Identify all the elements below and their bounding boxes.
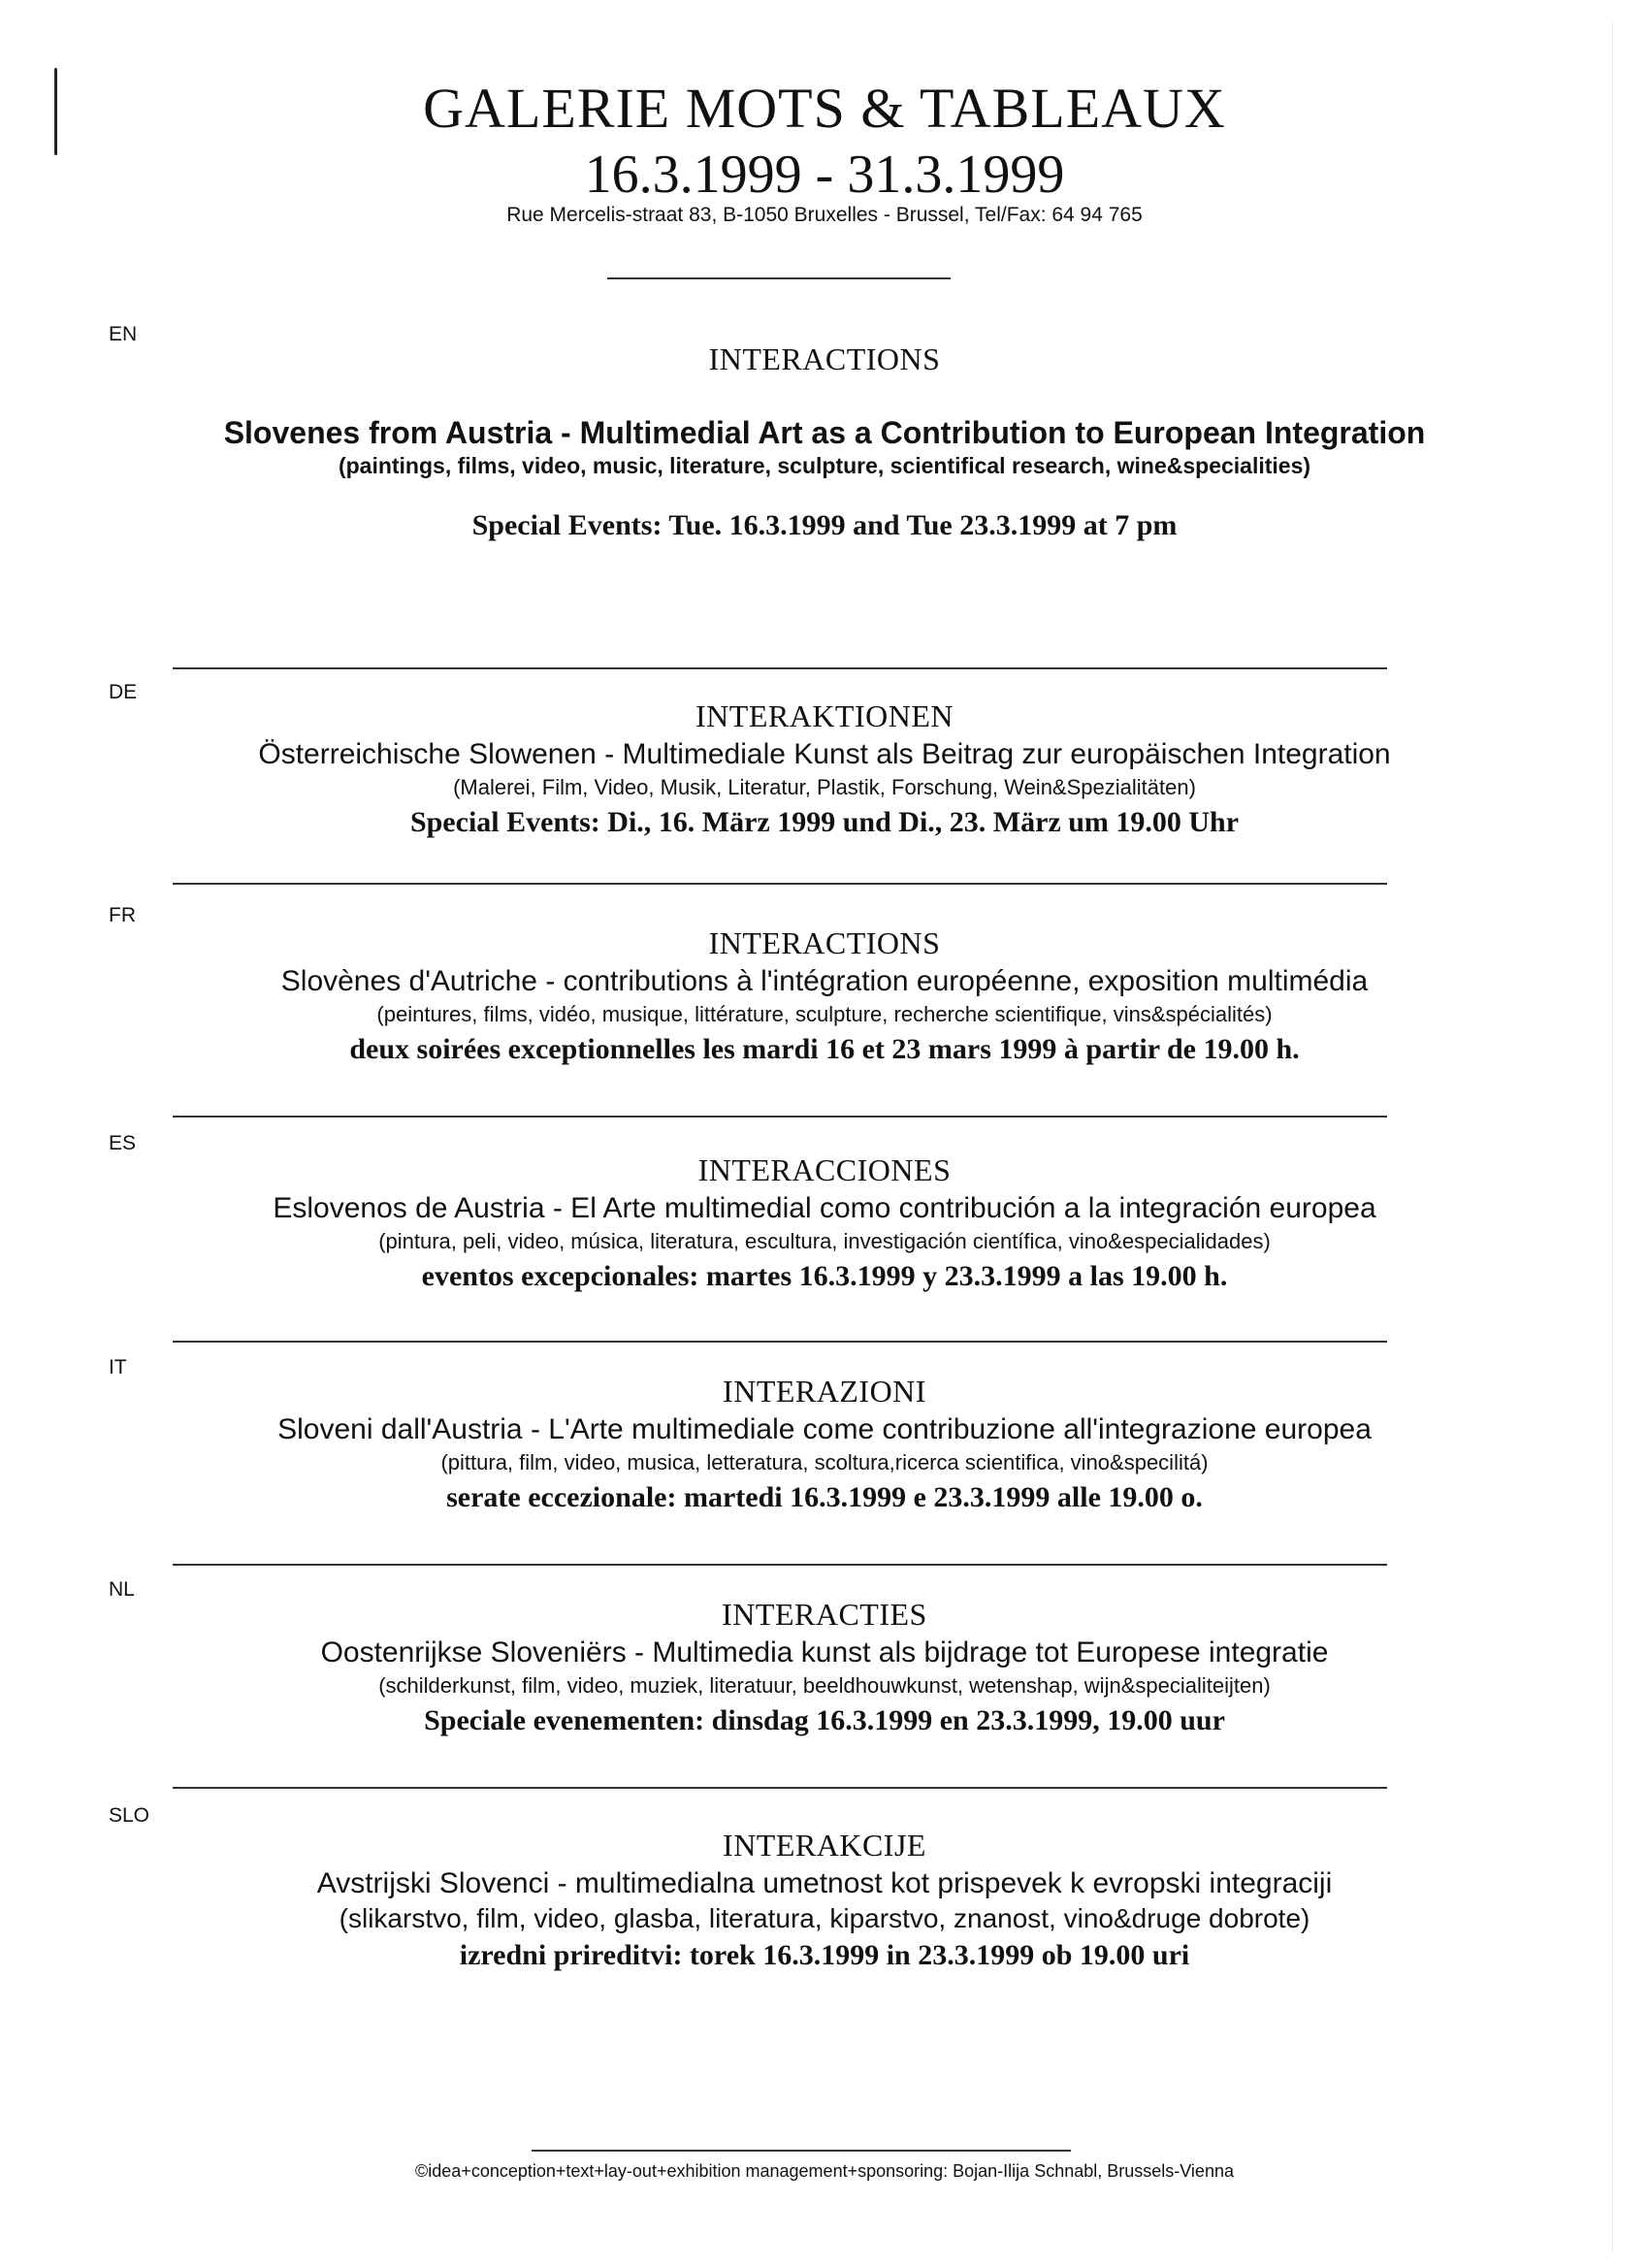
section-fr — [0, 925, 1649, 1069]
section-heading: INTERAKTIONEN — [695, 698, 954, 733]
header-divider — [607, 277, 951, 279]
section-en — [0, 341, 1649, 545]
section-details: (paintings, films, video, music, literature, sculpture, scientifical research, wine&specialities) — [338, 453, 1311, 478]
language-label-fr: FR — [109, 904, 136, 926]
section-events: Special Events: Di., 16. März 1999 und Di., 23. März um 19.00 Uhr — [409, 806, 1240, 838]
section-subtitle: Eslovenos de Austria - El Arte multimedial como contribución a la integración europea — [273, 1192, 1376, 1224]
section-subtitle: Oostenrijkse Sloveniërs - Multimedia kunst als bijdrage tot Europese integratie — [320, 1636, 1329, 1669]
section-divider — [173, 1116, 1387, 1118]
section-details: (schilderkunst, film, video, muziek, literatuur, beeldhouwkunst, wetenshap, wijn&specialiteijten) — [378, 1673, 1271, 1698]
section-details: (pittura, film, video, musica, letteratura, scoltura,ricerca scientifica, vino&specilitá) — [440, 1450, 1209, 1474]
section-events: Special Events: Tue. 16.3.1999 and Tue 23.3.1999 at 7 pm — [471, 509, 1178, 541]
footer-credit: ©idea+conception+text+lay-out+exhibition management+sponsoring: Bojan-Ilija Schnabl, Brussels-Vienna — [415, 2161, 1234, 2181]
section-details: (peintures, films, vidéo, musique, littérature, sculpture, recherche scientifique, vins&spécialités) — [376, 1002, 1273, 1026]
section-details: (Malerei, Film, Video, Musik, Literatur, Plastik, Forschung, Wein&Spezialitäten) — [453, 775, 1196, 799]
language-label-nl: NL — [109, 1578, 135, 1601]
section-heading: INTERAZIONI — [723, 1374, 926, 1409]
gallery-title: GALERIE MOTS & TABLEAUX — [423, 77, 1226, 140]
section-events: deux soirées exceptionnelles les mardi 16 et 23 mars 1999 à partir de 19.00 h. — [349, 1033, 1300, 1065]
language-label-es: ES — [109, 1132, 137, 1154]
section-heading: INTERACTIES — [722, 1597, 927, 1632]
section-es — [0, 1152, 1649, 1296]
section-subtitle: Avstrijski Slovenci - multimedialna umetnost kot prispevek k evropski integraciji — [316, 1867, 1333, 1899]
section-it — [0, 1374, 1649, 1517]
section-divider — [173, 1564, 1387, 1566]
exhibition-dates: 16.3.1999 - 31.3.1999 — [584, 145, 1065, 205]
language-label-slo: SLO — [109, 1804, 150, 1827]
language-label-en: EN — [109, 323, 138, 345]
section-divider — [173, 1341, 1387, 1343]
section-subtitle: Österreichische Slowenen - Multimediale Kunst als Beitrag zur europäischen Integration — [258, 738, 1391, 770]
footer-divider — [532, 2150, 1071, 2152]
section-heading: INTERACTIONS — [708, 341, 941, 376]
section-events: eventos excepcionales: martes 16.3.1999 y 23.3.1999 a las 19.00 h. — [421, 1260, 1228, 1292]
section-subtitle: Sloveni dall'Austria - L'Arte multimediale come contribuzione all'integrazione europea — [277, 1413, 1372, 1445]
section-details: (slikarstvo, film, video, glasba, literatura, kiparstvo, znanost, vino&druge dobrote) — [339, 1903, 1310, 1933]
language-label-de: DE — [109, 681, 138, 703]
section-divider — [173, 883, 1387, 885]
section-heading: INTERAKCIJE — [723, 1828, 926, 1863]
section-events: serate eccezionale: martedi 16.3.1999 e 23.3.1999 alle 19.00 o. — [446, 1481, 1203, 1513]
gallery-address: Rue Mercelis-straat 83, B-1050 Bruxelles - Brussel, Tel/Fax: 64 94 765 — [506, 204, 1143, 226]
section-divider — [173, 667, 1387, 669]
section-heading: INTERACTIONS — [708, 925, 941, 960]
section-divider — [173, 1787, 1387, 1789]
section-nl — [0, 1597, 1649, 1740]
language-label-it: IT — [109, 1356, 127, 1378]
section-events: Speciale evenementen: dinsdag 16.3.1999 en 23.3.1999, 19.00 uur — [424, 1704, 1225, 1736]
section-subtitle: Slovenes from Austria - Multimedial Art as a Contribution to European Integration — [223, 415, 1426, 450]
section-events: izredni prireditvi: torek 16.3.1999 in 23.3.1999 ob 19.00 uri — [459, 1939, 1190, 1971]
section-heading: INTERACCIONES — [697, 1152, 952, 1187]
section-subtitle: Slovènes d'Autriche - contributions à l'intégration européenne, exposition multimédia — [280, 965, 1369, 997]
section-details: (pintura, peli, video, música, literatura, escultura, investigación científica, vino&especialidades) — [378, 1229, 1271, 1253]
section-slo — [0, 1828, 1649, 1975]
section-de — [0, 698, 1649, 842]
